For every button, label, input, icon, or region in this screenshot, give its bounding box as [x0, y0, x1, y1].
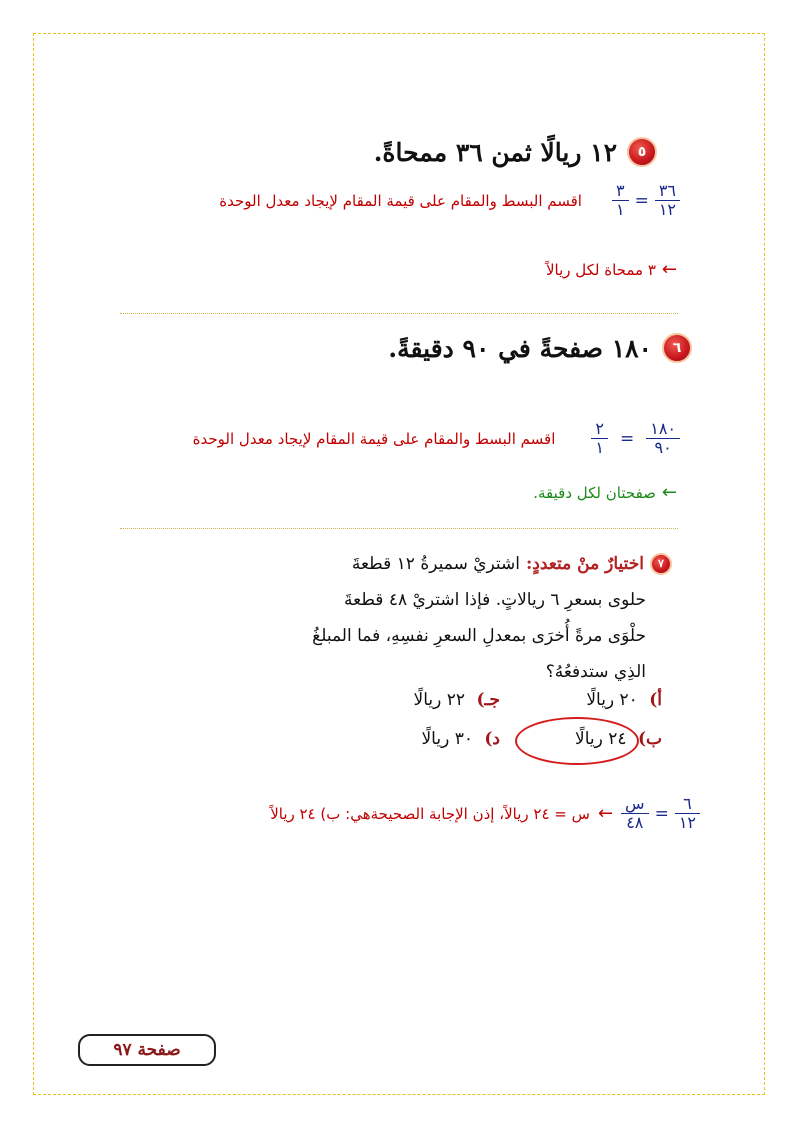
fraction-left — [655, 182, 680, 219]
option-text: ٢٤ ريالًا — [575, 729, 627, 749]
question-line-3: حلْوَى مرةً أُخرَى بمعدلِ السعرِ نفسِهِ، فما المبلغُ — [312, 626, 646, 646]
problem-5-answer — [546, 259, 677, 280]
problem-number-badge: ٧ — [650, 553, 672, 575]
problem-6-hint: اقسم البسط والمقام على قيمة المقام لإيجاد معدل الوحدة — [192, 429, 556, 448]
denominator: ١٢ — [658, 200, 676, 219]
page-number-label: صفحة ٩٧ — [78, 1034, 216, 1066]
numerator: ٣٦ — [658, 181, 676, 200]
denominator: ٩٠ — [654, 438, 672, 457]
option-text: ٢٠ ريالًا — [586, 690, 638, 710]
option-a[interactable] — [586, 690, 662, 710]
arrow-left-icon: ← — [661, 259, 677, 280]
numerator: س — [625, 794, 645, 813]
question-line-2: حلوى بسعرِ ٦ ريالاتٍ. فإذا اشتريْ ٤٨ قطعةَ — [344, 590, 646, 610]
arrow-left-icon: ← — [661, 482, 677, 503]
problem-7-solution — [120, 795, 700, 832]
option-letter: د) — [484, 729, 500, 749]
question-line-4: الذِي ستدفعُهُ؟ — [545, 662, 646, 682]
question-text: اشتريْ سميرةُ ١٢ قطعةَ — [351, 554, 521, 574]
equals-sign: = — [619, 428, 635, 449]
problem-6-text: ١٨٠ صفحةً في ٩٠ دقيقةً. — [388, 333, 652, 363]
numerator: ٦ — [683, 794, 692, 813]
problem-5-work — [120, 182, 680, 219]
problem-7-question — [312, 546, 672, 690]
problem-number-badge: ٦ — [662, 333, 692, 363]
option-letter: أ) — [649, 690, 662, 710]
solution-text: س = ٢٤ ريالاً، إذن الإجابة الصحيحةهي: ب) ٢٤ ريالاً — [270, 804, 590, 823]
option-letter: ب) — [637, 729, 662, 749]
correct-answer-circle — [515, 717, 639, 765]
divider — [120, 528, 678, 529]
problem-5-header — [374, 137, 657, 167]
denominator: ٤٨ — [626, 813, 644, 832]
fraction-right — [591, 420, 608, 457]
problem-6-header — [388, 333, 692, 363]
numerator: ٣ — [615, 181, 625, 200]
problem-number-badge: ٥ — [627, 137, 657, 167]
problem-6-answer — [533, 482, 677, 503]
equals-sign: = — [634, 190, 649, 211]
divider — [120, 313, 678, 314]
option-text: ٣٠ ريالًا — [421, 729, 473, 749]
fraction-left — [675, 795, 700, 832]
denominator: ١٢ — [678, 813, 696, 832]
question-line-1 — [312, 546, 672, 582]
option-d[interactable] — [421, 729, 500, 749]
problem-5-answer-text: ٣ ممحاة لكل ريالاً — [545, 260, 656, 279]
question-heading: اختيارٌ منْ متعددٍ: — [526, 554, 644, 574]
problem-6-work — [120, 420, 680, 457]
problem-5-hint: اقسم البسط والمقام على قيمة المقام لإيجاد معدل الوحدة — [219, 191, 582, 210]
option-text: ٢٢ ريالًا — [413, 690, 466, 710]
equals-sign: = — [654, 803, 669, 824]
option-c[interactable] — [414, 690, 500, 710]
problem-6-answer-text: صفحتان لكل دقيقة. — [533, 483, 656, 502]
fraction-right — [621, 795, 649, 832]
problem-5-text: ١٢ ريالًا ثمن ٣٦ ممحاةً. — [373, 137, 617, 167]
fraction-left — [646, 420, 680, 457]
denominator: ١ — [615, 200, 625, 219]
fraction-right — [612, 182, 629, 219]
denominator: ١ — [595, 438, 604, 457]
numerator: ١٨٠ — [650, 419, 676, 438]
numerator: ٢ — [595, 419, 604, 438]
option-letter: جـ) — [476, 690, 500, 710]
arrow-left-icon: ← — [597, 803, 614, 824]
